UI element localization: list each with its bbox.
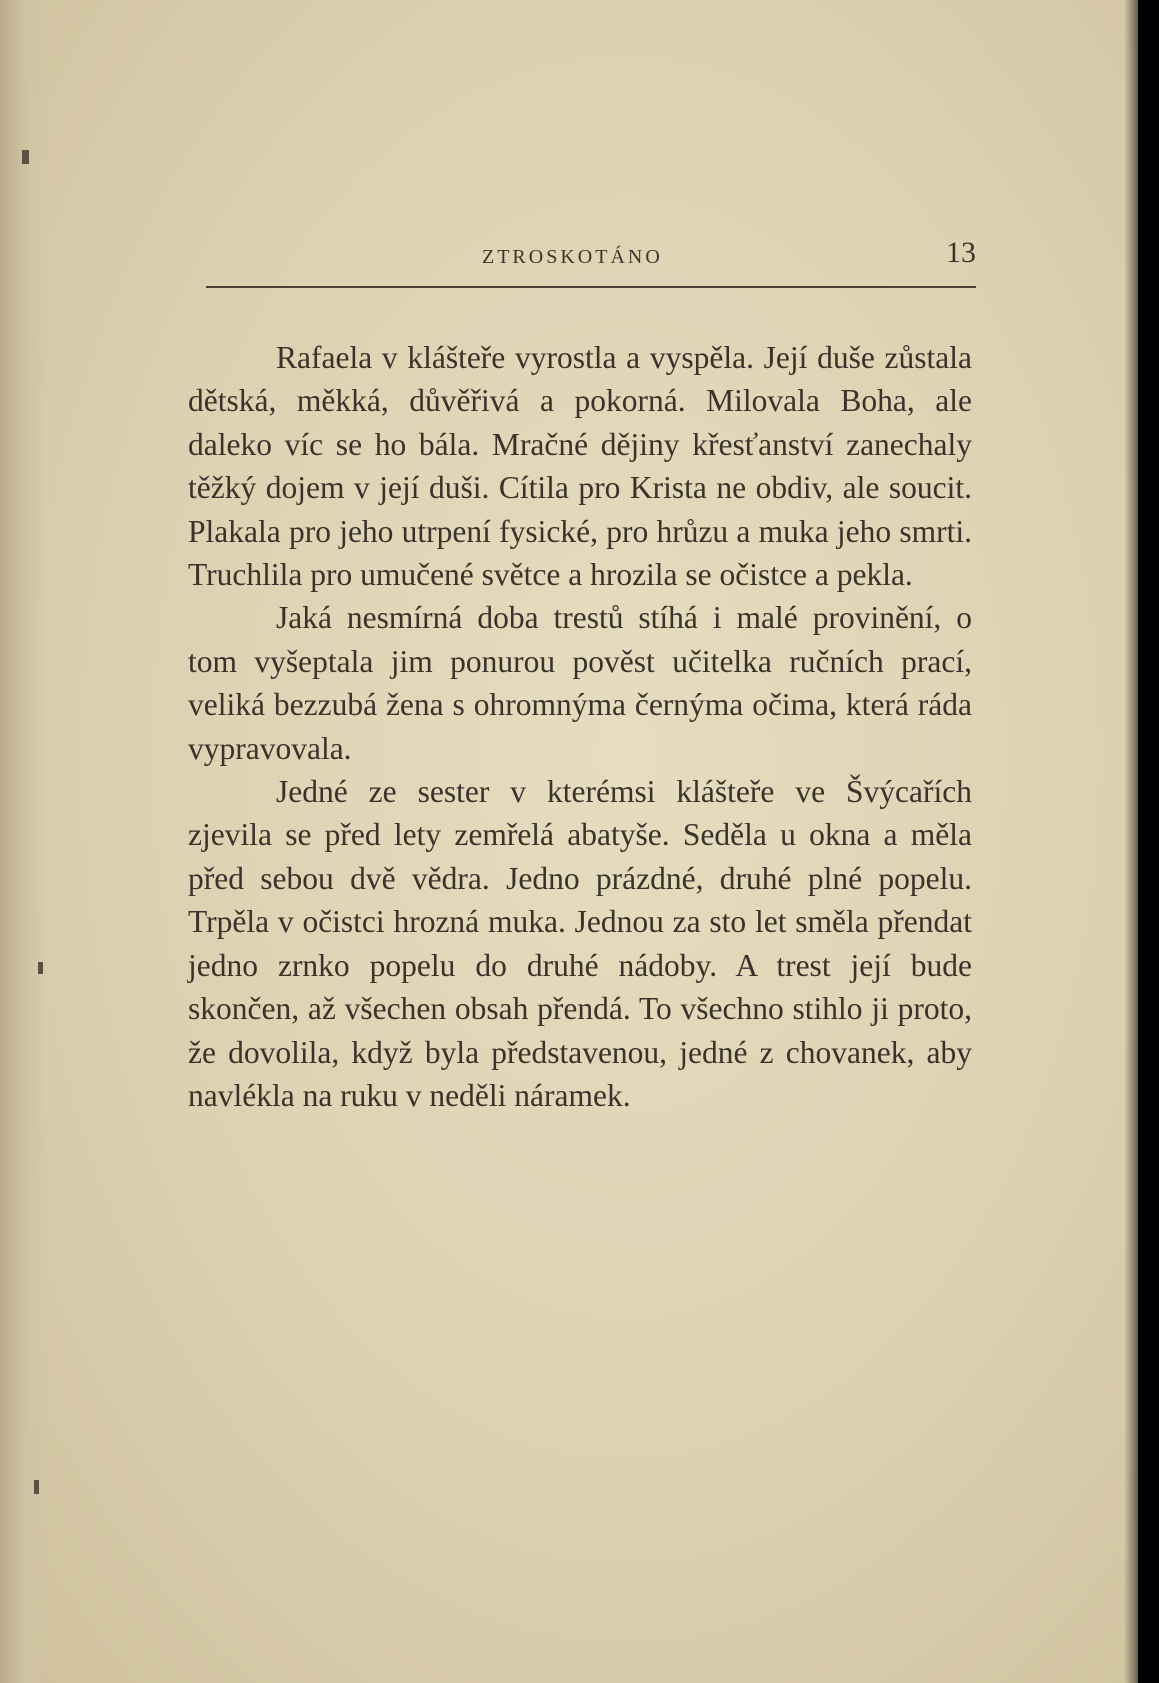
binding-shadow [0,0,48,1683]
scan-speck [34,1480,39,1494]
page-header [206,236,976,276]
running-title: ZTROSKOTÁNO [482,246,663,268]
scan-speck [22,150,29,164]
page-edge [1124,0,1138,1683]
paragraph: Jaká nesmírná doba trestů stíhá i malé provinění, o tom vyšeptala jim ponurou pověst učitelka ručních prací, veliká bezzubá žena s ohromnýma černýma očima, která ráda vypravovala. [188,600,972,766]
page-number: 13 [946,236,976,269]
header-rule [206,286,976,288]
scan-speck [38,962,43,974]
paragraph: Jedné ze sester v kterémsi klášteře ve Švýcařích zjevila se před lety zemřelá abatyše. Seděla u okna a měla před sebou dvě vědra. Jedno prázdné, druhé plné popelu. Trpěla v očistci hrozná muka. Jednou za sto let směla přendat jedno zrnko popelu do druhé nádoby. A trest její bude skončen, až všechen obsah přendá. To všechno stihlo ji proto, že dovolila, když byla představenou, jedné z chovanek, aby navlékla na ruku v neděli náramek. [188,774,972,1113]
paragraph: Rafaela v klášteře vyrostla a vyspěla. Její duše zůstala dětská, měkká, důvěřivá a pokorná. Milovala Boha, ale daleko víc se ho bála. Mračné dějiny křesťanství zanechaly těžký dojem v její duši. Cítila pro Krista ne obdiv, ale soucit. Plakala pro jeho utrpení fysické, pro hrůzu a muka jeho smrti. Truchlila pro umučené světce a hrozila se očistce a pekla. [188,340,972,593]
body-text [188,336,972,1117]
